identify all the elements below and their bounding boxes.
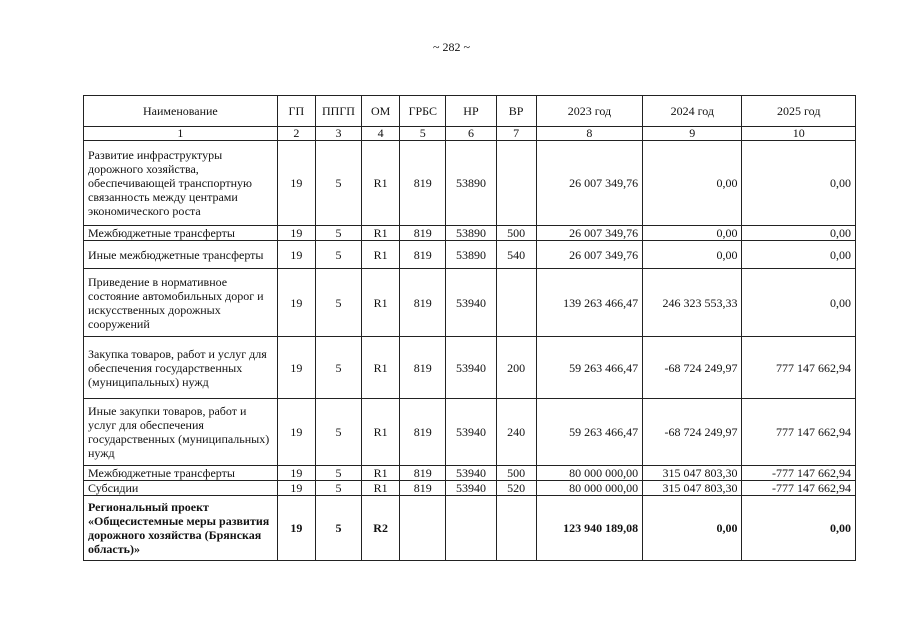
- column-number: 5: [400, 127, 446, 141]
- row-2025: 0,00: [742, 141, 856, 226]
- row-name: Субсидии: [84, 481, 278, 496]
- row-2025: 0,00: [742, 496, 856, 561]
- row-2023: 80 000 000,00: [536, 466, 642, 481]
- table-row: [84, 226, 856, 241]
- row-2024: -68 724 249,97: [643, 399, 742, 466]
- row-2025: -777 147 662,94: [742, 481, 856, 496]
- row-om: R1: [362, 226, 400, 241]
- row-grbs: 819: [400, 399, 446, 466]
- row-2024: 246 323 553,33: [643, 269, 742, 337]
- row-2023: 26 007 349,76: [536, 241, 642, 269]
- table-row: [84, 466, 856, 481]
- row-gp: 19: [277, 496, 315, 561]
- page-number: ~ 282 ~: [433, 40, 470, 54]
- row-vr: [496, 141, 536, 226]
- row-vr: [496, 496, 536, 561]
- row-grbs: 819: [400, 241, 446, 269]
- row-2025: -777 147 662,94: [742, 466, 856, 481]
- table-row: [84, 141, 856, 226]
- header-vr: ВР: [496, 96, 536, 127]
- row-grbs: 819: [400, 141, 446, 226]
- row-gp: 19: [277, 337, 315, 399]
- row-gp: 19: [277, 481, 315, 496]
- row-nr: 53890: [446, 226, 496, 241]
- row-2023: 59 263 466,47: [536, 399, 642, 466]
- column-number: 3: [315, 127, 361, 141]
- header-nr: НР: [446, 96, 496, 127]
- table-row: [84, 241, 856, 269]
- table-row: [84, 269, 856, 337]
- row-nr: [446, 496, 496, 561]
- row-2024: 0,00: [643, 141, 742, 226]
- column-number: 6: [446, 127, 496, 141]
- table-row: [84, 481, 856, 496]
- table-row: [84, 399, 856, 466]
- header-2025: 2025 год: [742, 96, 856, 127]
- row-nr: 53940: [446, 269, 496, 337]
- row-2025: 777 147 662,94: [742, 399, 856, 466]
- header-2024: 2024 год: [643, 96, 742, 127]
- row-vr: 500: [496, 226, 536, 241]
- column-number: 9: [643, 127, 742, 141]
- row-om: R1: [362, 399, 400, 466]
- row-om: R1: [362, 141, 400, 226]
- row-ppgp: 5: [315, 226, 361, 241]
- row-2025: 0,00: [742, 241, 856, 269]
- row-ppgp: 5: [315, 269, 361, 337]
- row-2025: 0,00: [742, 269, 856, 337]
- row-2023: 80 000 000,00: [536, 481, 642, 496]
- row-nr: 53890: [446, 141, 496, 226]
- row-nr: 53890: [446, 241, 496, 269]
- row-gp: 19: [277, 241, 315, 269]
- table-row: [84, 496, 856, 561]
- row-name: Развитие инфраструктуры дорожного хозяйства, обеспечивающей транспортную связанность между центрами экономического роста: [84, 141, 278, 226]
- row-vr: 520: [496, 481, 536, 496]
- row-2024: 0,00: [643, 496, 742, 561]
- row-nr: 53940: [446, 481, 496, 496]
- row-name: Межбюджетные трансферты: [84, 466, 278, 481]
- row-name: Иные закупки товаров, работ и услуг для обеспечения государственных (муниципальных) нужд: [84, 399, 278, 466]
- header-2023: 2023 год: [536, 96, 642, 127]
- column-number: 1: [84, 127, 278, 141]
- row-gp: 19: [277, 399, 315, 466]
- column-number: 8: [536, 127, 642, 141]
- row-2025: 777 147 662,94: [742, 337, 856, 399]
- row-om: R1: [362, 481, 400, 496]
- row-name: Межбюджетные трансферты: [84, 226, 278, 241]
- header-om: ОМ: [362, 96, 400, 127]
- row-om: R1: [362, 241, 400, 269]
- row-2024: -68 724 249,97: [643, 337, 742, 399]
- row-name: Закупка товаров, работ и услуг для обеспечения государственных (муниципальных) нужд: [84, 337, 278, 399]
- row-2024: 0,00: [643, 241, 742, 269]
- row-grbs: 819: [400, 481, 446, 496]
- row-2025: 0,00: [742, 226, 856, 241]
- table-row: [84, 337, 856, 399]
- row-ppgp: 5: [315, 337, 361, 399]
- row-ppgp: 5: [315, 241, 361, 269]
- column-number: 10: [742, 127, 856, 141]
- column-number-row: [84, 127, 856, 141]
- row-grbs: 819: [400, 337, 446, 399]
- row-2023: 123 940 189,08: [536, 496, 642, 561]
- row-2024: 315 047 803,30: [643, 481, 742, 496]
- row-nr: 53940: [446, 399, 496, 466]
- row-gp: 19: [277, 141, 315, 226]
- row-om: R1: [362, 337, 400, 399]
- row-grbs: [400, 496, 446, 561]
- row-grbs: 819: [400, 466, 446, 481]
- header-name: Наименование: [84, 96, 278, 127]
- row-vr: [496, 269, 536, 337]
- row-2023: 59 263 466,47: [536, 337, 642, 399]
- row-grbs: 819: [400, 269, 446, 337]
- row-2023: 139 263 466,47: [536, 269, 642, 337]
- budget-table: [83, 95, 856, 561]
- row-vr: 200: [496, 337, 536, 399]
- row-ppgp: 5: [315, 481, 361, 496]
- header-gp: ГП: [277, 96, 315, 127]
- header-ppgp: ППГП: [315, 96, 361, 127]
- row-gp: 19: [277, 226, 315, 241]
- row-om: R2: [362, 496, 400, 561]
- row-2024: 315 047 803,30: [643, 466, 742, 481]
- row-vr: 500: [496, 466, 536, 481]
- row-2023: 26 007 349,76: [536, 141, 642, 226]
- row-vr: 540: [496, 241, 536, 269]
- header-grbs: ГРБС: [400, 96, 446, 127]
- column-number: 7: [496, 127, 536, 141]
- row-om: R1: [362, 466, 400, 481]
- row-ppgp: 5: [315, 496, 361, 561]
- row-nr: 53940: [446, 337, 496, 399]
- table-header-row: [84, 96, 856, 127]
- row-om: R1: [362, 269, 400, 337]
- row-name: Иные межбюджетные трансферты: [84, 241, 278, 269]
- column-number: 2: [277, 127, 315, 141]
- row-2024: 0,00: [643, 226, 742, 241]
- row-gp: 19: [277, 466, 315, 481]
- row-ppgp: 5: [315, 141, 361, 226]
- row-name: Приведение в нормативное состояние автомобильных дорог и искусственных дорожных сооружений: [84, 269, 278, 337]
- column-number: 4: [362, 127, 400, 141]
- row-vr: 240: [496, 399, 536, 466]
- row-2023: 26 007 349,76: [536, 226, 642, 241]
- row-ppgp: 5: [315, 399, 361, 466]
- row-nr: 53940: [446, 466, 496, 481]
- row-name: Региональный проект «Общесистемные меры развития дорожного хозяйства (Брянская область)»: [84, 496, 278, 561]
- row-gp: 19: [277, 269, 315, 337]
- row-ppgp: 5: [315, 466, 361, 481]
- row-grbs: 819: [400, 226, 446, 241]
